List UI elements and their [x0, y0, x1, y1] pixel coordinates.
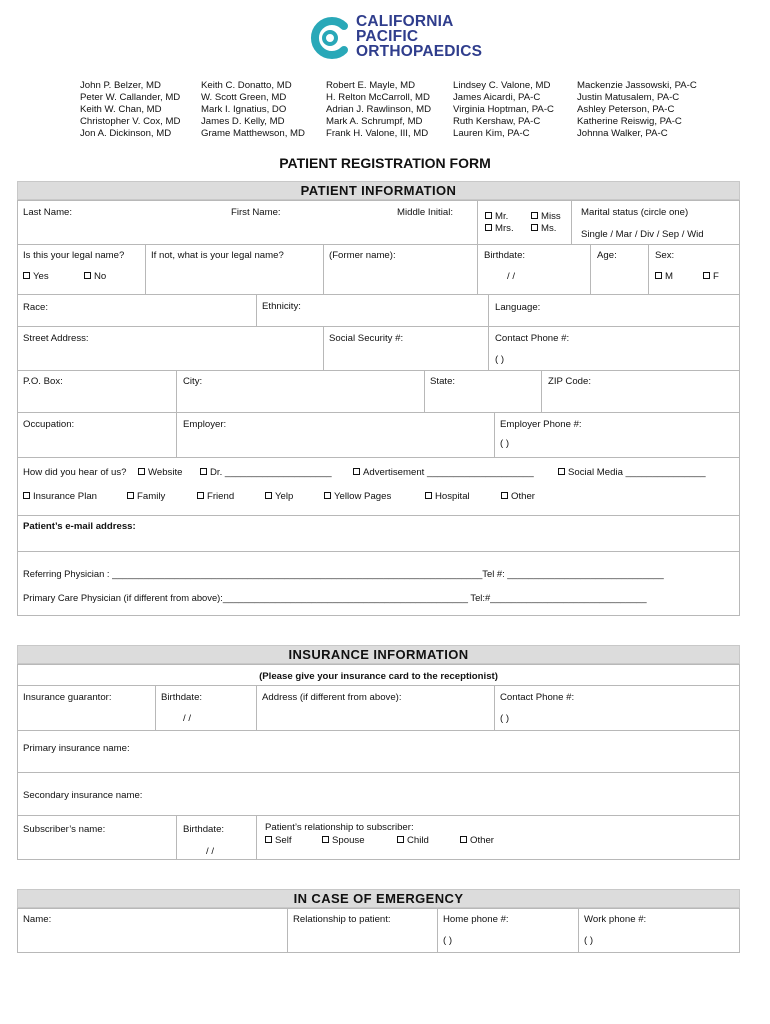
logo-mark-icon: [308, 16, 352, 60]
title-mrs-option[interactable]: Mrs.: [485, 223, 514, 234]
source-yellow-pages[interactable]: Yellow Pages: [324, 491, 391, 502]
ethnicity-label: Ethnicity:: [262, 301, 301, 312]
state-label: State:: [430, 376, 456, 387]
checkbox[interactable]: [501, 492, 508, 499]
emergency-name-label: Name:: [23, 914, 52, 925]
relationship-label: Patient’s relationship to subscriber:: [265, 822, 414, 833]
emergency-heading: IN CASE OF EMERGENCY: [17, 889, 740, 908]
checkbox[interactable]: [127, 492, 134, 499]
divider: [17, 685, 740, 686]
checkbox[interactable]: [558, 468, 565, 475]
divider: [571, 200, 572, 244]
primary-insurance-label: Primary insurance name:: [23, 743, 130, 754]
divider: [477, 200, 478, 244]
checkbox[interactable]: [265, 836, 272, 843]
po-box-label: P.O. Box:: [23, 376, 63, 387]
divider: [323, 326, 324, 370]
title-ms-option[interactable]: Ms.: [531, 223, 556, 234]
divider: [17, 412, 740, 413]
divider: [17, 815, 740, 816]
city-label: City:: [183, 376, 203, 387]
divider: [424, 370, 425, 412]
guarantor-address-label: Address (if different from above):: [262, 692, 402, 703]
divider: [488, 294, 489, 326]
employer-label: Employer:: [183, 419, 227, 430]
checkbox[interactable]: [200, 468, 207, 475]
primary-care-line[interactable]: Primary Care Physician (if different from above):_______________________________________________ Tel:#______________________________: [23, 592, 647, 603]
divider: [488, 326, 489, 370]
divider: [17, 772, 740, 773]
patient-info-section: [17, 200, 740, 616]
legal-name-question: Is this your legal name?: [23, 250, 125, 261]
title-mr-option[interactable]: Mr.: [485, 211, 508, 222]
physician-column-5: Mackenzie Jassowski, PA-C Justin Matusalem, PA-C Ashley Peterson, PA-C Katherine Reiswig, PA-C Johnna Walker, PA-C: [577, 80, 697, 139]
legal-name-yes[interactable]: Yes: [23, 271, 49, 282]
emergency-relationship-label: Relationship to patient:: [293, 914, 391, 925]
divider: [437, 908, 438, 953]
guarantor-birthdate-label: Birthdate:: [161, 692, 203, 703]
ssn-label: Social Security #:: [329, 333, 404, 344]
secondary-insurance-label: Secondary insurance name:: [23, 790, 143, 801]
source-insurance-plan[interactable]: Insurance Plan: [23, 491, 97, 502]
divider: [541, 370, 542, 412]
divider: [256, 294, 257, 326]
divider: [176, 815, 177, 860]
divider: [145, 244, 146, 294]
divider: [17, 730, 740, 731]
divider: [17, 326, 740, 327]
source-other[interactable]: Other: [501, 491, 535, 502]
divider: [648, 244, 649, 294]
logo-wordmark: CALIFORNIA PACIFIC ORTHOPAEDICS: [356, 13, 483, 60]
marital-status-options[interactable]: Single / Mar / Div / Sep / Wid: [581, 229, 704, 240]
logo: [308, 14, 508, 66]
race-label: Race:: [23, 302, 49, 313]
divider: [256, 815, 257, 860]
source-hospital[interactable]: Hospital: [425, 491, 470, 502]
guarantor-label: Insurance guarantor:: [23, 692, 112, 703]
divider: [176, 412, 177, 457]
checkbox[interactable]: [531, 224, 538, 231]
checkbox[interactable]: [197, 492, 204, 499]
middle-initial-label: Middle Initial:: [397, 207, 453, 218]
employer-phone-field[interactable]: ( ): [500, 438, 510, 449]
divider: [256, 685, 257, 730]
employer-phone-label: Employer Phone #:: [500, 419, 582, 430]
emergency-home-phone-field[interactable]: ( ): [443, 935, 453, 946]
how-heard-label: How did you hear of us?: [23, 467, 127, 478]
divider: [176, 370, 177, 412]
physician-column-2: Keith C. Donatto, MD W. Scott Green, MD Mark I. Ignatius, DO James D. Kelly, MD Grame Matthewson, MD: [201, 80, 305, 139]
age-label: Age:: [597, 250, 617, 261]
street-address-label: Street Address:: [23, 333, 89, 344]
title-miss-option[interactable]: Miss: [531, 211, 561, 222]
insurance-info-heading: INSURANCE INFORMATION: [17, 645, 740, 664]
zip-label: ZIP Code:: [548, 376, 592, 387]
checkbox[interactable]: [531, 212, 538, 219]
checkbox[interactable]: [265, 492, 272, 499]
checkbox[interactable]: [138, 468, 145, 475]
source-advertisement[interactable]: Advertisement ____________________: [353, 467, 534, 478]
guarantor-phone-label: Contact Phone #:: [500, 692, 575, 703]
divider: [477, 244, 478, 294]
patient-info-heading: PATIENT INFORMATION: [17, 181, 740, 200]
legal-name-label: If not, what is your legal name?: [151, 250, 284, 261]
emergency-home-phone-label: Home phone #:: [443, 914, 509, 925]
divider: [494, 412, 495, 457]
checkbox[interactable]: [353, 468, 360, 475]
checkbox[interactable]: [84, 272, 91, 279]
source-yelp[interactable]: Yelp: [265, 491, 293, 502]
contact-phone-label: Contact Phone #:: [495, 333, 570, 344]
checkbox[interactable]: [322, 836, 329, 843]
divider: [17, 370, 740, 371]
checkbox[interactable]: [324, 492, 331, 499]
checkbox[interactable]: [485, 212, 492, 219]
contact-phone-field[interactable]: ( ): [495, 354, 505, 365]
insurance-subheading: (Please give your insurance card to the receptionist): [259, 671, 498, 682]
relationship-child[interactable]: Child: [397, 835, 429, 846]
checkbox[interactable]: [485, 224, 492, 231]
checkbox[interactable]: [460, 836, 467, 843]
source-dr[interactable]: Dr. ____________________: [200, 467, 332, 478]
source-friend[interactable]: Friend: [197, 491, 234, 502]
checkbox[interactable]: [703, 272, 710, 279]
checkbox[interactable]: [425, 492, 432, 499]
subscriber-birthdate-field[interactable]: / /: [206, 846, 214, 857]
divider: [155, 685, 156, 730]
email-label: Patient’s e-mail address:: [23, 521, 136, 532]
sex-male[interactable]: M: [655, 271, 673, 282]
divider: [17, 551, 740, 552]
form-title: PATIENT REGISTRATION FORM: [279, 155, 491, 171]
physician-column-3: Robert E. Mayle, MD H. Relton McCarroll, MD Adrian J. Rawlinson, MD Mark A. Schrumpf, MD Frank H. Valone, III, MD: [326, 80, 432, 139]
physician-column-4: Lindsey C. Valone, MD James Aicardi, PA-C Virginia Hoptman, PA-C Ruth Kershaw, PA-C Lauren Kim, PA-C: [453, 80, 554, 139]
guarantor-birthdate-field[interactable]: / /: [183, 713, 191, 724]
checkbox[interactable]: [23, 272, 30, 279]
physician-column-1: John P. Belzer, MD Peter W. Callander, MD Keith W. Chan, MD Christopher V. Cox, MD Jon A. Dickinson, MD: [80, 80, 181, 139]
first-name-label: First Name:: [231, 207, 281, 218]
birthdate-field[interactable]: / /: [507, 271, 515, 282]
emergency-work-phone-field[interactable]: ( ): [584, 935, 594, 946]
relationship-spouse[interactable]: Spouse: [322, 835, 365, 846]
divider: [17, 294, 740, 295]
sex-female[interactable]: F: [703, 271, 719, 282]
last-name-label: Last Name:: [23, 207, 73, 218]
divider: [590, 244, 591, 294]
source-social-media[interactable]: Social Media _______________: [558, 467, 706, 478]
referring-physician-line[interactable]: Referring Physician : _______________________________________________________________________Tel #: ______________________________: [23, 568, 664, 579]
checkbox[interactable]: [397, 836, 404, 843]
checkbox[interactable]: [655, 272, 662, 279]
source-family[interactable]: Family: [127, 491, 165, 502]
marital-status-label: Marital status (circle one): [581, 207, 689, 218]
divider: [17, 515, 740, 516]
occupation-label: Occupation:: [23, 419, 75, 430]
checkbox[interactable]: [23, 492, 30, 499]
divider: [494, 685, 495, 730]
divider: [17, 244, 740, 245]
subscriber-name-label: Subscriber’s name:: [23, 824, 106, 835]
relationship-other[interactable]: Other: [460, 835, 494, 846]
former-name-label: (Former name):: [329, 250, 396, 261]
divider: [578, 908, 579, 953]
language-label: Language:: [495, 302, 541, 313]
sex-label: Sex:: [655, 250, 675, 261]
birthdate-label: Birthdate:: [484, 250, 526, 261]
emergency-work-phone-label: Work phone #:: [584, 914, 647, 925]
subscriber-birthdate-label: Birthdate:: [183, 824, 225, 835]
divider: [323, 244, 324, 294]
relationship-self[interactable]: Self: [265, 835, 292, 846]
divider: [287, 908, 288, 953]
legal-name-no[interactable]: No: [84, 271, 106, 282]
guarantor-phone-field[interactable]: ( ): [500, 713, 510, 724]
divider: [17, 457, 740, 458]
source-website[interactable]: Website: [138, 467, 182, 478]
